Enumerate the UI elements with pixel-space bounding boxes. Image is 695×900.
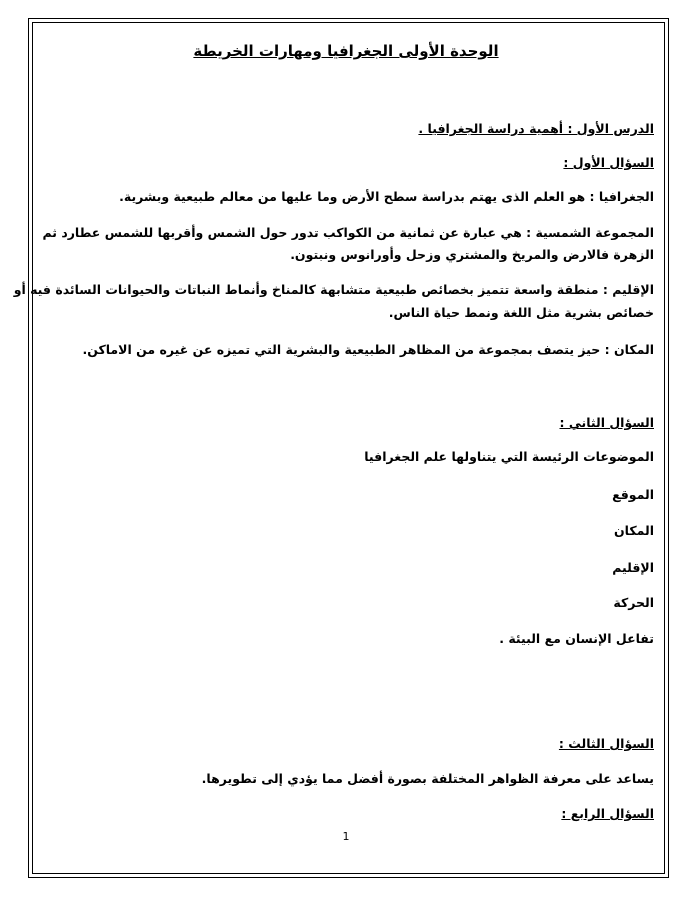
- list-item: تفاعل الإنسان مع البيئة .: [499, 631, 654, 646]
- unit-title: الوحدة الأولى الجغرافيا ومهارات الخريطة: [193, 42, 499, 60]
- question-3-heading: السؤال الثالث :: [558, 736, 654, 751]
- definition-region-line-2: خصائص بشرية مثل اللغة ونمط حياة الناس.: [388, 305, 654, 320]
- question-4-heading: السؤال الرابع :: [561, 806, 654, 821]
- list-item: الموقع: [612, 487, 654, 502]
- question-2-heading: السؤال الثاني :: [559, 415, 654, 430]
- definition-region-line-1: الإقليم : منطقة واسعة تتميز بخصائص طبيعية متشابهة كالمناخ وأنماط النباتات والحيوانات السائدة فيه أو: [13, 282, 654, 297]
- question-1-heading: السؤال الأول :: [563, 155, 654, 170]
- list-item: المكان: [614, 523, 654, 538]
- definition-solar-system-line-2: الزهرة فالارض والمريخ والمشتري وزحل وأورانوس ونبتون.: [290, 247, 654, 262]
- list-item: الحركة: [613, 595, 654, 610]
- list-item: الإقليم: [612, 560, 654, 575]
- question-2-intro: الموضوعات الرئيسة التي يتناولها علم الجغرافيا: [364, 449, 654, 464]
- definition-place: المكان : حيز يتصف بمجموعة من المظاهر الطبيعية والبشرية التي تميزه عن غيره من الاماكن.: [82, 342, 654, 357]
- definition-geography: الجغرافيا : هو العلم الذى يهتم بدراسة سطح الأرض وما عليها من معالم طبيعية وبشرية.: [119, 189, 654, 204]
- page-number: 1: [342, 830, 350, 843]
- lesson-title: الدرس الأول : أهمية دراسة الجغرافيا .: [418, 121, 654, 136]
- question-3-answer: يساعد على معرفة الظواهر المختلفة بصورة أفضل مما يؤدي إلى تطويرها.: [201, 771, 654, 786]
- definition-solar-system-line-1: المجموعة الشمسية : هي عبارة عن ثمانية من الكواكب تدور حول الشمس وأقربها للشمس عطارد ثم: [42, 225, 654, 240]
